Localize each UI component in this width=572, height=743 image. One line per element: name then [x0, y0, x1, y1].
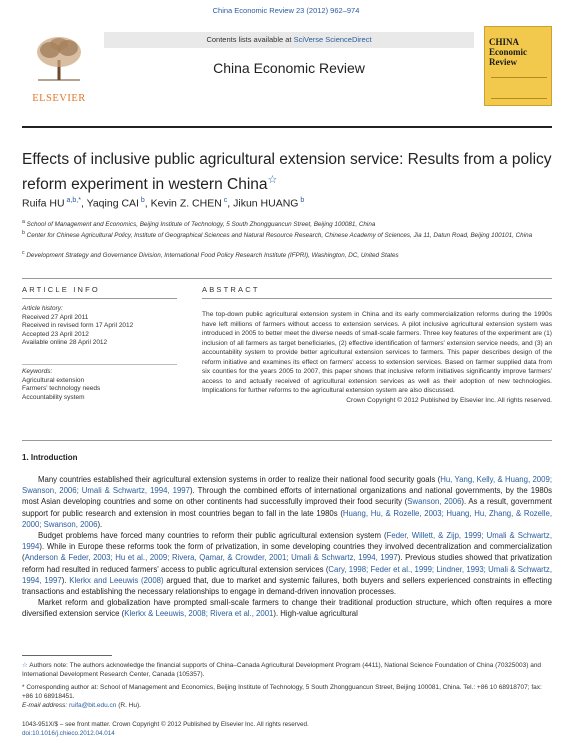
citation-link[interactable]: Hu, Yang, Kelly, & Huang, 2009; Swanson, 2006; Umali & Schwartz, 1994, 1997 — [22, 475, 552, 496]
author-affil-mark[interactable]: b — [138, 197, 145, 204]
article-info-heading: ARTICLE INFO — [22, 285, 100, 294]
author-name: Ruifa HU — [22, 197, 65, 210]
article-title-text: Effects of inclusive public agricultural extension service: Results from a policy reform experiment in western China — [22, 151, 552, 194]
author-name: , Jikun HUANG — [227, 197, 299, 210]
copyright-line: Crown Copyright © 2012 Published by Elsevier Inc. All rights reserved. — [346, 396, 552, 404]
sciencedirect-link[interactable]: SciVerse ScienceDirect — [293, 35, 372, 44]
affiliation-b — [22, 229, 552, 240]
masthead — [22, 32, 552, 106]
affil-text: Center for Chinese Agricultural Policy, Institute of Geographical Sciences and Natural Resource Research, Chinese Academy of Sciences, Jia 11, Datun Road, Beijing 100101, China — [24, 232, 533, 240]
masthead-rule — [22, 126, 552, 128]
affil-mark: c — [22, 250, 25, 256]
intro-paragraph-1 — [22, 474, 552, 530]
footnote-rule — [22, 655, 112, 656]
affiliation-a — [22, 218, 552, 229]
publisher-name: ELSEVIER — [32, 93, 86, 104]
intro-paragraph-3 — [22, 597, 552, 619]
footnote-corresponding — [22, 683, 552, 710]
footnote-authors-note — [22, 661, 552, 679]
affil-text: Development Strategy and Governance Division, International Food Policy Research Institute (IFPRI), Washington, DC, United States — [24, 252, 399, 260]
cover-decoration — [491, 77, 547, 99]
page-footer — [22, 720, 552, 738]
footnote-mark: * — [22, 684, 25, 691]
abstract-rule — [202, 298, 552, 299]
article-history — [22, 305, 172, 348]
cover-title: CHINA Economic Review — [489, 37, 527, 67]
body-text: ). — [97, 519, 103, 529]
author-affil-mark[interactable]: c — [221, 197, 228, 204]
history-item: Accepted 23 April 2012 — [22, 330, 89, 338]
footnote-mark: ☆ — [22, 662, 28, 669]
body-text: argued that, due to market and systemic failures, both buyers and sellers experienced constraints in effecting transactions and establishing the necessary relationships to engage in demand-driven innovation processes. — [22, 575, 552, 597]
citation-link[interactable]: Feder, Willett, & Zijp, 1999; Umali & Schwartz, 1994 — [22, 531, 552, 552]
abstract-text: The top-down public agricultural extension system in China and its early commercialization reforms during the 1990s have left millions of farmers without access to extension services. A pilot inclusive agricultural extension system was introduced in 2005 to better meet the diverse needs of small-scale farmers. Three key features of the experiment are (1) inclusion of all farmers as target beneficiaries, (2) effective identification of farmers' extension service needs, and (3) an accountability system to provide better agricultural extension services to farmers. This paper describes design of the reform initiative and examines its effect on farmers' access to extension services. Based on farmer supplied data from six counties for the years 2005 to 2007, this paper shows that inclusive reform initiatives significantly improve farmers' access to and actually received of agricultural extension services as well as their adoption of new technologies. Implications for further reforms to the agricultural extension system are also discussed. — [202, 311, 552, 394]
affil-mark: b — [22, 230, 25, 236]
introduction-body — [22, 474, 552, 620]
email-suffix: (R. Hu). — [116, 702, 141, 709]
section-heading-introduction: 1. Introduction — [22, 453, 78, 462]
author-list — [22, 197, 304, 210]
journal-header-box — [104, 32, 474, 104]
citation-link[interactable]: Swanson, 2006 — [407, 497, 462, 507]
citation-link[interactable]: Klerkx and Leeuwis (2008) — [69, 575, 164, 585]
footnote-text: Authors note: The authors acknowledge the financial supports of China–Canada Agricultural Development Program (4411), National Science Foundation of China (70325003) and International Development Research Center, Canada (105357). — [22, 662, 542, 678]
info-rule — [22, 298, 177, 299]
intro-paragraph-2 — [22, 530, 552, 597]
citation-link[interactable]: Cary, 1998; Feder et al., 1999; Lindner, 1993; Umali & Schwartz, 1994, 1997 — [22, 564, 552, 585]
elsevier-logo[interactable] — [22, 32, 96, 104]
body-text: ). As a result, government support for public research and extension in most countries began to fall in the late 1980s ( — [22, 497, 552, 518]
journal-name: China Economic Review — [213, 60, 365, 76]
keywords — [22, 368, 172, 402]
keywords-label: Keywords: — [22, 368, 53, 375]
contents-bar — [104, 32, 474, 48]
affiliation-c — [22, 249, 552, 260]
body-text: ). Previous studies showed that privatization reform had resulted in reduced farmers' access to public agricultural extension services ( — [22, 553, 552, 574]
keyword-item: Agricultural extension — [22, 376, 85, 384]
history-label: Article history: — [22, 305, 63, 312]
title-footnote-mark[interactable]: ☆ — [267, 174, 278, 186]
body-text: Many countries established their agricultural extension systems in order to realize their national food security goals ( — [38, 475, 441, 484]
history-item: Received in revised form 17 April 2012 — [22, 322, 134, 329]
citation-link[interactable]: Klerkx & Leeuwis, 2008; Rivera et al., 2001 — [124, 609, 274, 619]
abstract-heading: ABSTRACT — [202, 285, 260, 294]
body-text: Market reform and globalization have prompted small-scale farmers to change their traditional production structure, which often requires a more diversified extension service ( — [22, 598, 552, 619]
body-text: Budget problems have forced many countries to reform their public agricultural extension system ( — [38, 531, 387, 541]
history-item: Received 27 April 2011 — [22, 313, 89, 321]
journal-citation-line[interactable]: China Economic Review 23 (2012) 962–974 — [212, 6, 360, 15]
article-title — [22, 150, 552, 195]
author-affil-mark[interactable]: a,b,* — [64, 197, 81, 204]
journal-cover-thumbnail[interactable] — [484, 26, 552, 106]
issn-line: 1043-951X/$ – see front matter. Crown Copyright © 2012 Published by Elsevier Inc. All rights reserved. — [22, 721, 309, 728]
doi-link[interactable]: doi:10.1016/j.chieco.2012.04.014 — [22, 730, 115, 737]
email-link[interactable]: ruifa@bit.edu.cn — [68, 702, 117, 709]
body-text: ). — [61, 575, 70, 585]
contents-prefix: Contents lists available at — [206, 35, 294, 44]
author-name: , Kevin Z. CHEN — [144, 197, 222, 210]
affil-mark: a — [22, 219, 25, 225]
abstract-bottom-rule — [22, 440, 552, 441]
author-name: , Yaqing CAI — [80, 197, 139, 210]
keyword-item: Accountability system — [22, 393, 85, 401]
keywords-rule — [22, 364, 177, 365]
keyword-item: Farmers' technology needs — [22, 385, 101, 392]
citation-link[interactable]: Anderson & Feder, 2003; Hu et al., 2009; Rivera, Qamar, & Crowder, 2001; Umali & Schwartz, 1994, 1997 — [24, 553, 398, 563]
elsevier-tree-icon — [30, 34, 88, 82]
affil-text: School of Management and Economics, Beijing Institute of Technology, 5 South Zhongguancun Street, Beijing 100081, China — [24, 221, 376, 229]
email-label: E-mail address: — [22, 702, 69, 709]
info-top-rule — [22, 278, 552, 279]
history-item: Available online 28 April 2012 — [22, 339, 108, 346]
abstract-body — [202, 310, 552, 405]
author-affil-mark[interactable]: b — [298, 197, 305, 204]
footnote-text: Corresponding author at: School of Management and Economics, Beijing Institute of Technology, 5 South Zhongguancun Street, Beijing 100081, China. Tel.: +86 10 68918707; fax: +86 10 68918451. — [22, 684, 542, 700]
body-text: ). While in Europe these reforms took the form of privatization, in some developing countries they involved decentralization and commercialization ( — [22, 542, 552, 563]
body-text: ). Through the combined efforts of international organizations and national governments, by the 1980s most Asian developing countries and some on other continents had successfully improved their food security ( — [22, 486, 552, 507]
citation-link[interactable]: Huang, Hu, & Rozelle, 2003; Huang, Hu, Zhang, & Rozelle, 2000; Swanson, 2006 — [22, 508, 552, 529]
body-text: ). High-value agricultural — [273, 609, 358, 619]
